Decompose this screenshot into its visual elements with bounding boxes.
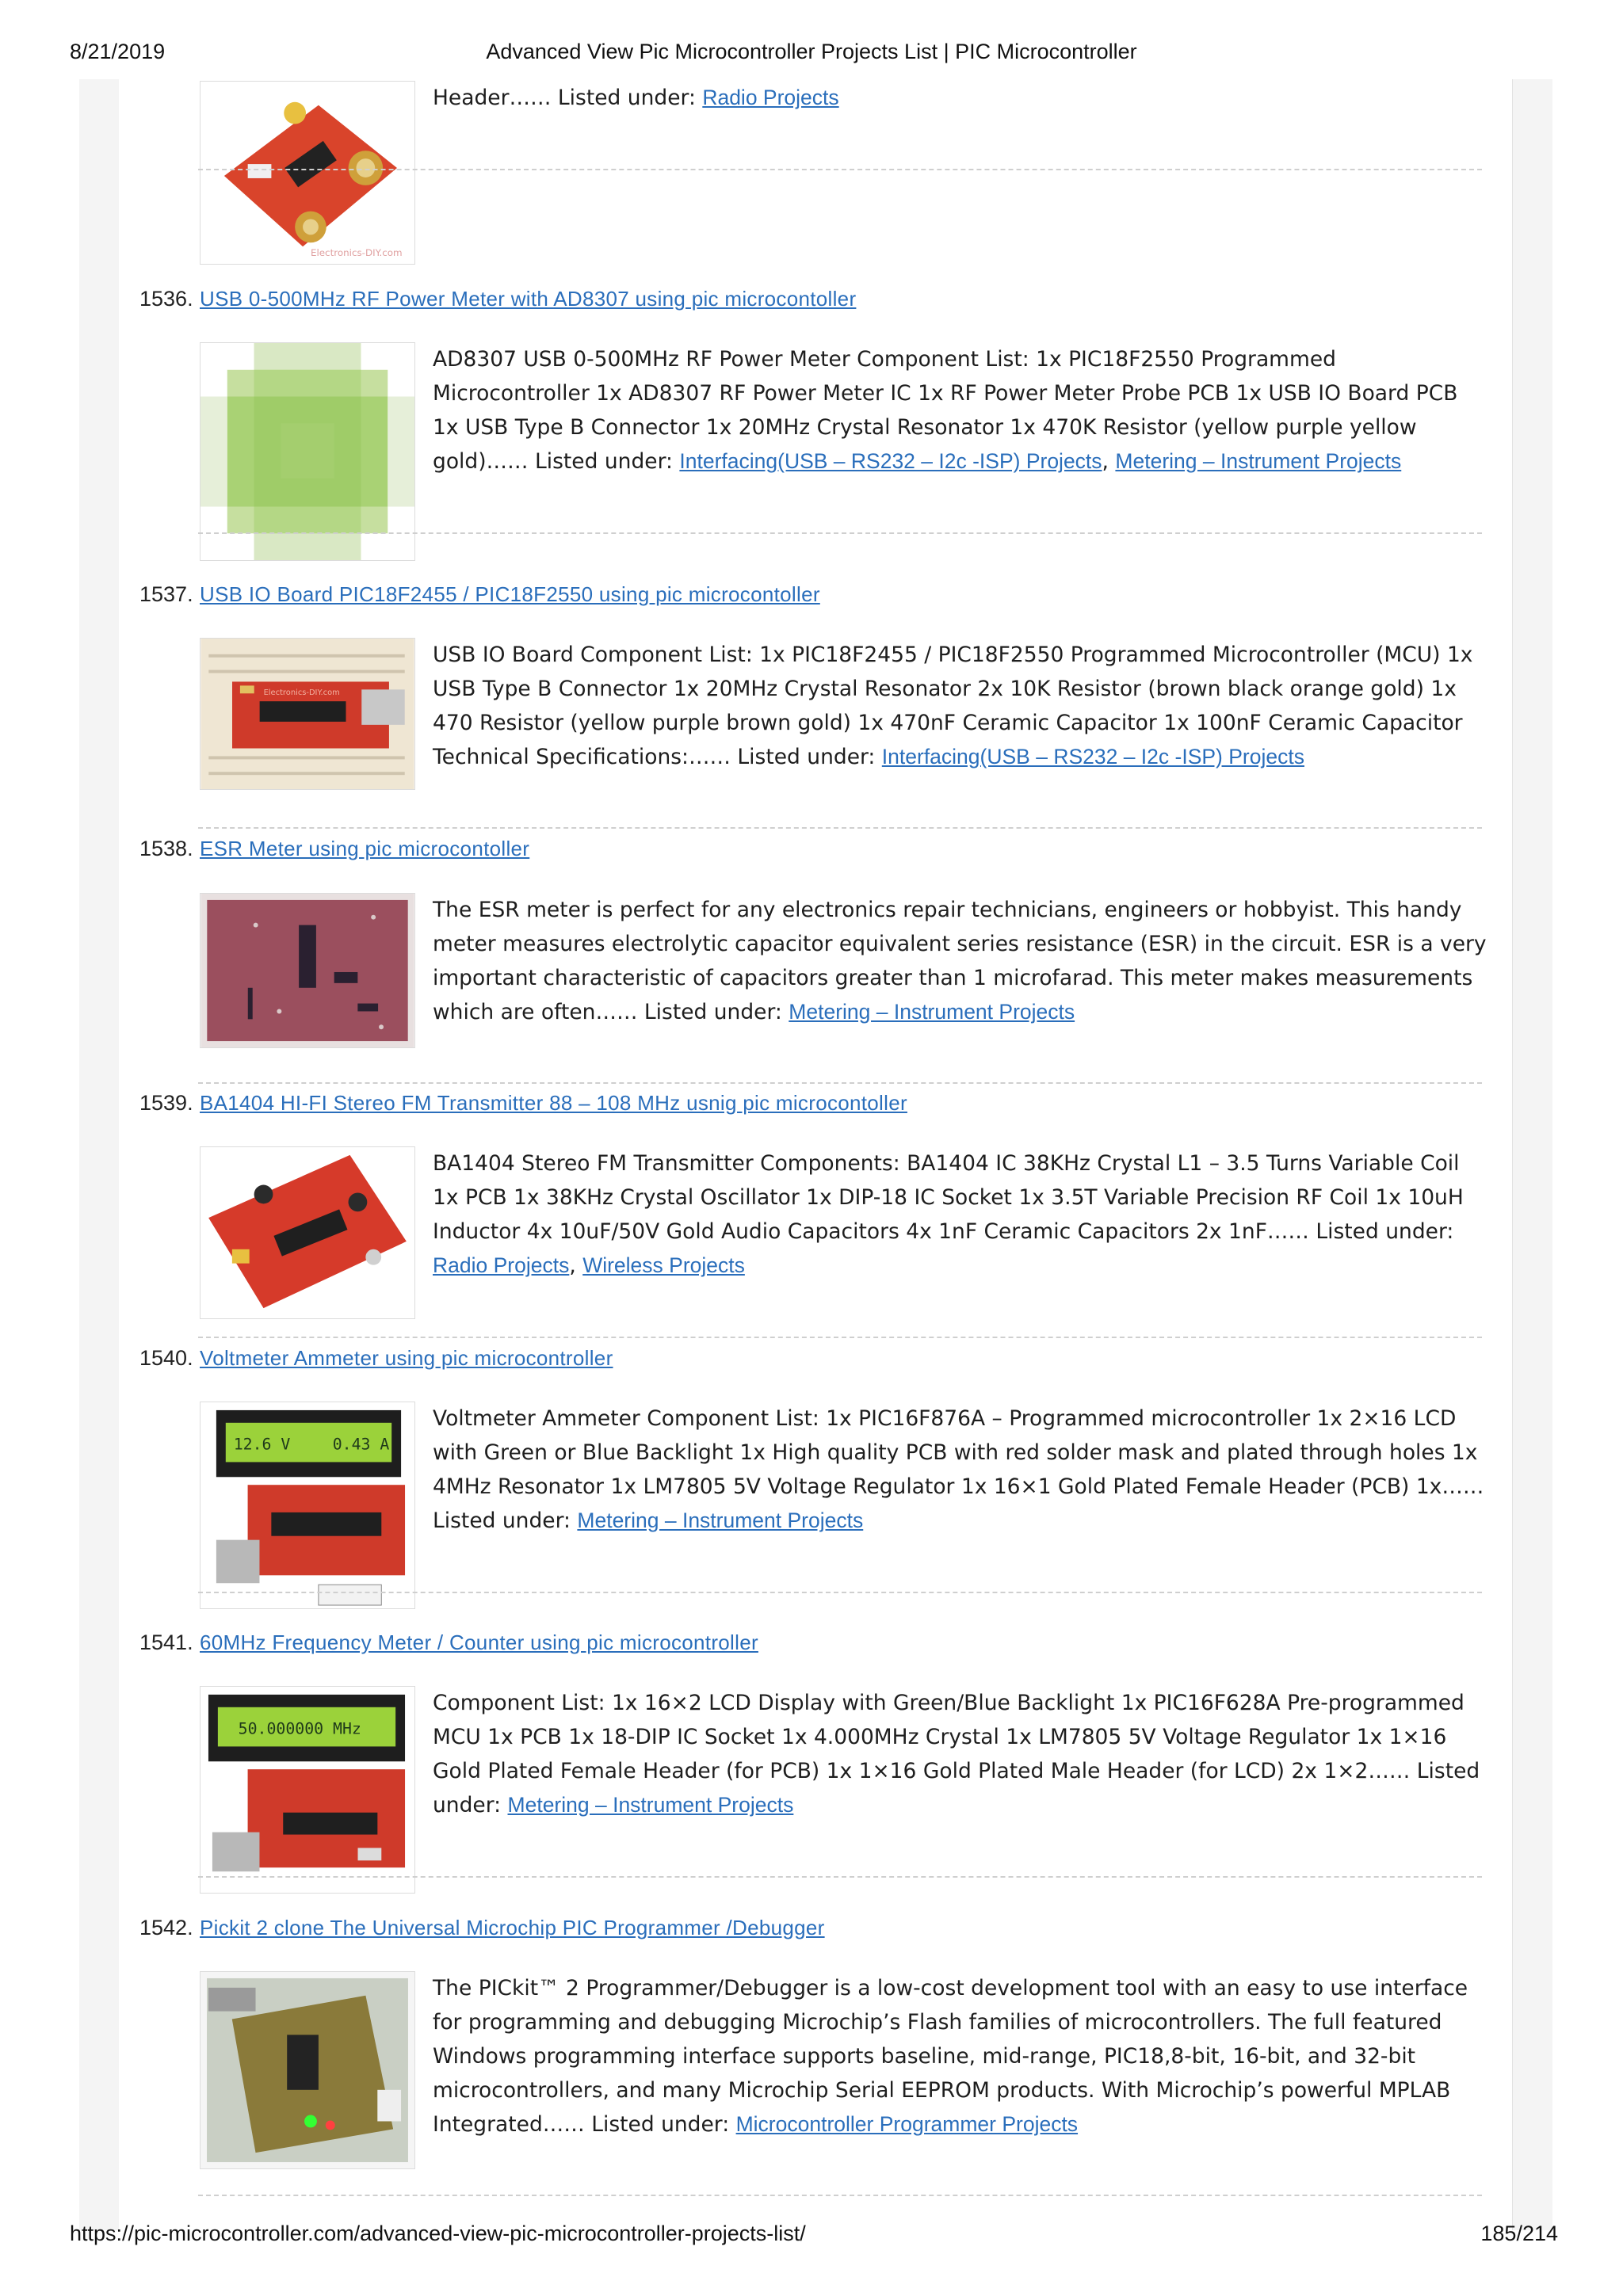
project-title-link[interactable]: USB 0-500MHz RF Power Meter with AD8307 using pic microcontoller xyxy=(200,287,857,311)
category-link[interactable]: Metering – Instrument Projects xyxy=(789,1000,1075,1024)
usb-board-image xyxy=(200,639,414,789)
left-margin-band xyxy=(79,79,120,2230)
separator xyxy=(198,827,1482,829)
item-description: The PICkit™ 2 Programmer/Debugger is a low-cost development tool with an easy to use interface for programming and debugging Microchip’s Flash families of microcontrollers. The full featured Windows programming interface supports baseline, mid-range, PIC18,8-bit, 16-bit, and 32-bit microcontrollers, and many Microchip Serial EEPROM products. With Microchip’s powerful MPLAB Integrated…… Listed under: Microcontroller Programmer Projects xyxy=(433,1976,1468,2137)
pixelated-image xyxy=(200,343,414,560)
lcd-text: 12.6 V xyxy=(233,1435,291,1454)
right-margin-band xyxy=(1512,79,1552,2230)
category-link[interactable]: Microcontroller Programmer Projects xyxy=(735,2112,1079,2136)
category-link[interactable]: Radio Projects xyxy=(433,1253,570,1277)
page-number: 185/214 xyxy=(1480,2222,1558,2245)
voltmeter-image xyxy=(200,1402,414,1608)
item-number: 1539. xyxy=(139,1091,193,1115)
category-link[interactable]: Interfacing(USB – RS232 – I2c -ISP) Projects xyxy=(881,745,1304,769)
item-description: BA1404 Stereo FM Transmitter Components: BA1404 IC 38KHz Crystal L1 – 3.5 Turns Variable Coil 1x PCB 1x 38KHz Crystal Oscillator 1x DIP-18 IC Socket 1x 3.5T Variable Precision RF Coil 1x 10uH Inductor 4x 10uF/50V Gold Audio Capacitors 4x 1nF Ceramic Capacitors 2x 1nF…… Listed under: Radio Projects, Wireless Projects xyxy=(433,1151,1464,1278)
thumbnail-frequency-meter[interactable] xyxy=(200,1686,415,1894)
svg-text:Electronics-DIY.com: Electronics-DIY.com xyxy=(263,688,340,698)
thumbnail-radio-board[interactable] xyxy=(200,81,415,265)
separator xyxy=(198,169,1482,170)
pickit-image xyxy=(200,1972,414,2168)
page-header xyxy=(0,40,1623,71)
item-number: 1536. xyxy=(139,287,193,311)
separator xyxy=(198,1337,1482,1338)
thumbnail-fm-transmitter[interactable] xyxy=(200,1146,415,1319)
item-number: 1537. xyxy=(139,582,193,606)
item-number: 1538. xyxy=(139,837,193,860)
item-description: Voltmeter Ammeter Component List: 1x PIC16F876A – Programmed microcontroller 1x 2×16 LCD with Green or Blue Backlight 1x High quality PCB with red solder mask and plated through holes 1x 4MHz Resonator 1x LM7805 5V Voltage Regulator 1x 16×1 Gold Plated Female Header (PCB) 1x…… Listed under: Metering – Instrument Projects xyxy=(433,1406,1484,1533)
fm-transmitter-image xyxy=(200,1147,414,1318)
project-title-link[interactable]: USB IO Board PIC18F2455 / PIC18F2550 using pic microcontoller xyxy=(200,582,820,606)
svg-text:Electronics-DIY.com: Electronics-DIY.com xyxy=(310,247,403,259)
radio-board-image xyxy=(200,82,414,264)
top-item-description: Header…… Listed under: Radio Projects xyxy=(433,86,839,110)
thumbnail-voltmeter-ammeter[interactable] xyxy=(200,1402,415,1609)
lcd-text: 0.43 A xyxy=(332,1435,390,1454)
category-link[interactable]: Metering – Instrument Projects xyxy=(1115,449,1402,473)
separator xyxy=(198,1592,1482,1593)
item-description: AD8307 USB 0-500MHz RF Power Meter Component List: 1x PIC18F2550 Programmed Microcontroller 1x AD8307 RF Power Meter IC 1x RF Power Meter Probe PCB 1x USB IO Board PCB 1x USB Type B Connector 1x 20MHz Crystal Resonator 1x 470K Resistor (yellow purple yellow gold)…… Listed under: Interfacing(USB – RS232 – I2c -ISP) Projects, Metering – Instrument Projects xyxy=(433,347,1458,474)
separator xyxy=(198,1082,1482,1084)
page-url: https://pic-microcontroller.com/advanced-view-pic-microcontroller-projects-list/ xyxy=(70,2222,806,2245)
item-description: Component List: 1x 16×2 LCD Display with Green/Blue Backlight 1x PIC16F628A Pre-programmed MCU 1x PCB 1x 18-DIP IC Socket 1x 4.000MHz Crystal 1x LM7805 5V Voltage Regulator 1x 1×16 Gold Plated Female Header (for PCB) 1x 1×16 Gold Plated Male Header (for LCD) 2x 1×2…… Listed under: Metering – Instrument Projects xyxy=(433,1691,1480,1817)
separator xyxy=(198,532,1482,534)
separator xyxy=(198,1876,1482,1878)
print-date: 8/21/2019 xyxy=(70,40,166,63)
category-link[interactable]: Radio Projects xyxy=(702,86,839,109)
item-number: 1541. xyxy=(139,1630,193,1654)
lcd-text: 50.000000 MHz xyxy=(238,1719,361,1738)
separator xyxy=(198,2195,1482,2196)
esr-board-image xyxy=(200,894,414,1047)
project-title-link[interactable]: BA1404 HI-FI Stereo FM Transmitter 88 – 108 MHz usnig pic microcontoller xyxy=(200,1091,907,1115)
item-number: 1540. xyxy=(139,1346,193,1370)
project-title-link[interactable]: ESR Meter using pic microcontoller xyxy=(200,837,530,860)
item-number: 1542. xyxy=(139,1916,193,1939)
frequency-meter-image xyxy=(200,1687,414,1893)
thumbnail-usb-io-board[interactable] xyxy=(200,638,415,790)
category-link[interactable]: Metering – Instrument Projects xyxy=(507,1793,794,1817)
item-description: USB IO Board Component List: 1x PIC18F2455 / PIC18F2550 Programmed Microcontroller (MCU) 1x USB Type B Connector 1x 20MHz Crystal Resonator 2x 10K Resistor (brown black orange gold) 1x 470 Resistor (yellow purple brown gold) 1x 470nF Ceramic Capacitor 1x 100nF Ceramic Capacitor Technical Specifications:…… Listed under: Interfacing(USB – RS232 – I2c -ISP) Projects xyxy=(433,643,1473,769)
item-description: The ESR meter is perfect for any electronics repair technicians, engineers or hobbyist. This handy meter measures electrolytic capacitor equivalent series resistance (ESR) in the circuit. ESR is a very important characteristic of capacitors greater than 1 microfarad. This meter makes measurements which are often…… Listed under: Metering – Instrument Projects xyxy=(433,898,1487,1024)
thumbnail-pickit2-clone[interactable] xyxy=(200,1971,415,2169)
thumbnail-esr-meter[interactable] xyxy=(200,893,415,1048)
project-title-link[interactable]: Voltmeter Ammeter using pic microcontroller xyxy=(200,1346,613,1370)
thumbnail-rf-power-meter[interactable] xyxy=(200,342,415,561)
category-link[interactable]: Interfacing(USB – RS232 – I2c -ISP) Projects xyxy=(679,449,1102,473)
page-title: Advanced View Pic Microcontroller Projects List | PIC Microcontroller xyxy=(486,40,1137,63)
project-title-link[interactable]: Pickit 2 clone The Universal Microchip PIC Programmer /Debugger xyxy=(200,1916,825,1939)
category-link[interactable]: Metering – Instrument Projects xyxy=(577,1508,864,1532)
category-link[interactable]: Wireless Projects xyxy=(582,1253,745,1277)
project-title-link[interactable]: 60MHz Frequency Meter / Counter using pic microcontroller xyxy=(200,1630,758,1654)
